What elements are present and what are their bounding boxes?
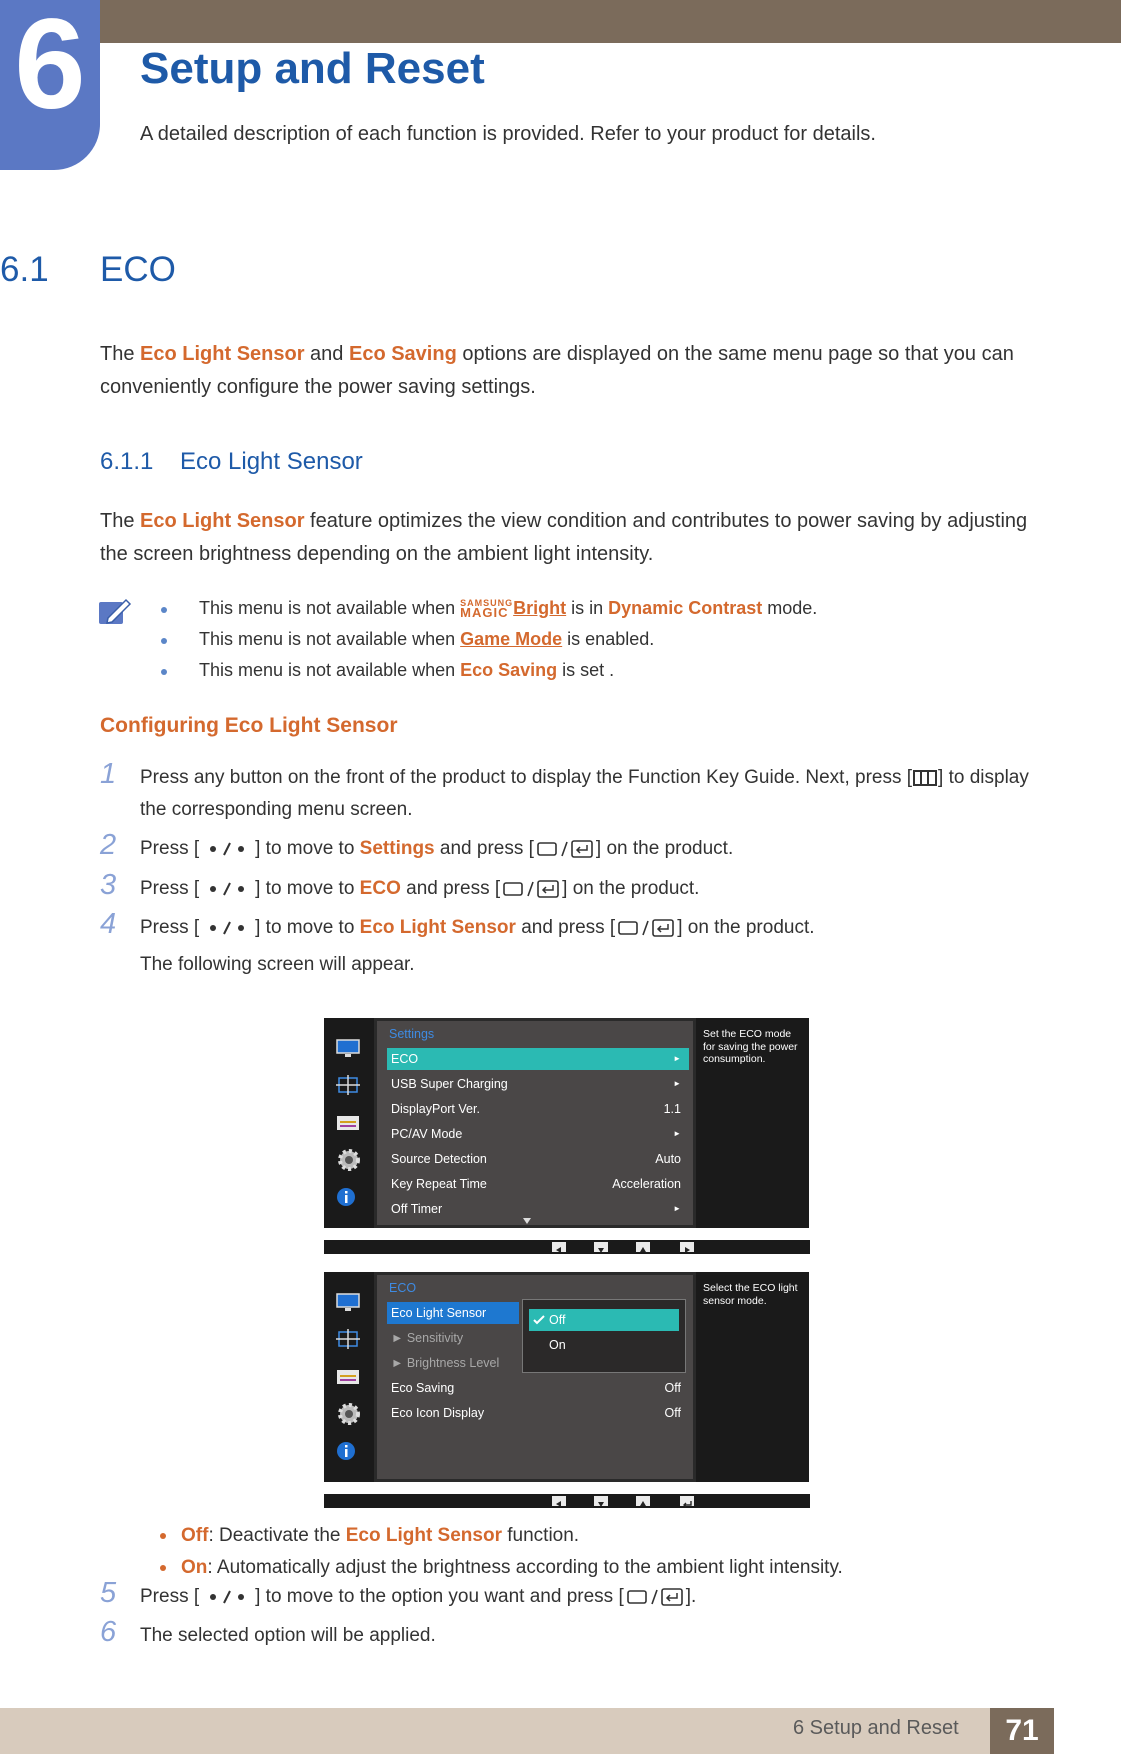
footer-chapter-label: 6 Setup and Reset [793, 1717, 959, 1739]
intro-text: options are displayed on the same menu page so that you can conveniently configure the power saving settings. [100, 343, 1014, 398]
item-value: ► [673, 1129, 681, 1138]
term-eco-light-sensor: Eco Light Sensor [359, 917, 516, 938]
monitor-icon [335, 1038, 361, 1058]
step-text: ]. [685, 1586, 697, 1607]
up-down-key-icon [199, 918, 255, 938]
resize-arrows-icon [335, 1328, 361, 1350]
item-value: 1.1 [663, 1102, 681, 1116]
step-text: and press [ [400, 878, 501, 899]
nav-right-button[interactable] [680, 1242, 694, 1252]
osd-help-panel: Select the ECO light sensor mode. [696, 1272, 809, 1482]
step-text: ] to display the corresponding menu screen. [140, 767, 1029, 820]
gear-icon [335, 1146, 363, 1174]
item-label: Key Repeat Time [391, 1177, 487, 1191]
step-text: ] on the product. [562, 878, 700, 899]
step-text: ] to move to the option you want and press [ [255, 1586, 624, 1607]
following-text: The following screen will appear. [140, 954, 415, 975]
step-number: 3 [100, 869, 117, 901]
info-icon [335, 1186, 357, 1208]
section-number: 6.1 [0, 250, 49, 289]
magic-logo-top: SAMSUNG [460, 598, 514, 608]
monitor-icon [335, 1292, 361, 1312]
item-value: Off [664, 1406, 681, 1420]
step-number: 6 [100, 1616, 117, 1648]
note-text: This menu is not available when [199, 629, 461, 649]
note-text: is enabled. [562, 629, 655, 649]
option-label: On [549, 1338, 566, 1352]
item-value: Acceleration [612, 1177, 681, 1191]
nav-up-button[interactable] [636, 1242, 650, 1252]
osd-menu-panel [374, 1018, 696, 1228]
page-number: 71 [990, 1708, 1054, 1754]
term-on: On [181, 1557, 208, 1578]
right-arrow-icon [680, 1245, 694, 1255]
item-label: Off Timer [391, 1202, 443, 1216]
step-2 [100, 829, 1060, 865]
item-label: Source Detection [391, 1152, 487, 1166]
term-off: Off [181, 1525, 209, 1546]
return-icon [680, 1499, 694, 1509]
step-3 [100, 869, 1060, 905]
item-label: USB Super Charging [391, 1077, 508, 1091]
step-number: 4 [100, 908, 117, 940]
nav-left-button[interactable] [552, 1496, 566, 1506]
item-value: ► [673, 1204, 681, 1213]
up-down-key-icon [199, 839, 255, 859]
osd-eco-screen [324, 1272, 810, 1508]
osd-menu-item-eco-icon-display[interactable] [387, 1402, 689, 1424]
term-eco-light-sensor: Eco Light Sensor [140, 510, 305, 532]
term-settings: Settings [359, 838, 435, 859]
step-text: ] to move to [255, 878, 360, 899]
section-title: ECO [100, 250, 176, 289]
osd-menu-item-eco-saving[interactable] [387, 1377, 689, 1399]
osd-menu-item[interactable] [387, 1123, 689, 1145]
option-desc-text: : Deactivate the [208, 1525, 346, 1546]
section-heading [0, 250, 176, 290]
step-text: and press [ [434, 838, 534, 859]
info-icon [335, 1440, 357, 1462]
step-text: ] to move to [255, 838, 360, 859]
term-eco-light-sensor: Eco Light Sensor [345, 1525, 502, 1546]
chapter-description: A detailed description of each function is provided. Refer to your product for details. [140, 123, 876, 145]
option-on[interactable] [529, 1334, 679, 1356]
up-arrow-icon [636, 1499, 650, 1509]
term-eco-saving: Eco Saving [460, 660, 558, 680]
step-number: 1 [100, 758, 117, 790]
menu-key-icon [912, 768, 938, 788]
down-arrow-icon [594, 1499, 608, 1509]
step-text: ] on the product. [677, 917, 815, 938]
subsection-number: 6.1.1 [100, 448, 154, 475]
osd-menu-item[interactable] [387, 1098, 689, 1120]
note-text: is in [566, 598, 609, 618]
note-item [158, 655, 817, 686]
magic-logo-bottom: MAGIC [460, 605, 509, 620]
osd-menu-item[interactable] [387, 1073, 689, 1095]
option-desc-off [160, 1520, 579, 1551]
osd-menu-item-eco[interactable] [387, 1048, 689, 1070]
enter-key-icon [624, 1586, 686, 1608]
picture-icon [335, 1368, 361, 1386]
note-text: This menu is not available when [199, 660, 461, 680]
osd-menu-item-eco-light-sensor[interactable] [387, 1302, 519, 1324]
check-icon [533, 1315, 545, 1325]
step-text: The selected option will be applied. [140, 1625, 436, 1646]
step-text: Press [ [140, 917, 200, 938]
note-text: mode. [762, 598, 818, 618]
up-down-key-icon [199, 1587, 255, 1607]
link-bright[interactable]: Bright [513, 598, 567, 618]
note-text: This menu is not available when [199, 598, 461, 618]
subsection-title: Eco Light Sensor [180, 448, 363, 475]
item-value: Auto [655, 1152, 681, 1166]
nav-up-button[interactable] [636, 1496, 650, 1506]
step-text: Press any button on the front of the product to display the Function Key Guide. Next, press [ [140, 767, 913, 788]
enter-key-icon [615, 917, 677, 939]
note-pencil-icon [98, 596, 132, 626]
enter-key-icon [534, 838, 596, 860]
picture-icon [335, 1114, 361, 1132]
subsection-description [100, 505, 1040, 571]
osd-nav-bar [324, 1240, 810, 1254]
step-text: Press [ [140, 1586, 200, 1607]
down-arrow-icon [594, 1245, 608, 1255]
notes-list [158, 593, 817, 686]
term-dynamic-contrast: Dynamic Contrast [608, 598, 763, 618]
option-desc-text: : Automatically adjust the brightness according to the ambient light intensity. [207, 1557, 843, 1578]
osd-menu-title: Settings [389, 1027, 435, 1041]
section-intro [100, 338, 1040, 404]
item-label: ECO [391, 1052, 419, 1066]
item-label: PC/AV Mode [391, 1127, 463, 1141]
item-label: Eco Light Sensor [391, 1306, 487, 1320]
up-arrow-icon [636, 1245, 650, 1255]
osd-menu-panel [374, 1272, 696, 1482]
note-item [158, 624, 817, 655]
option-desc-text: function. [501, 1525, 580, 1546]
osd-settings-screen [324, 1018, 810, 1254]
item-value: ► [673, 1079, 681, 1088]
item-label: DisplayPort Ver. [391, 1102, 480, 1116]
osd-menu-item[interactable] [387, 1198, 689, 1220]
chapter-number-badge: 6 [0, 0, 100, 170]
nav-down-button[interactable] [594, 1242, 608, 1252]
left-arrow-icon [552, 1245, 566, 1255]
configuring-heading: Configuring Eco Light Sensor [100, 714, 398, 737]
step-text: and press [ [515, 917, 616, 938]
intro-text: and [304, 343, 349, 365]
item-value: Off [664, 1381, 681, 1395]
up-down-key-icon [199, 879, 255, 899]
nav-return-button[interactable] [680, 1496, 694, 1506]
term-eco-light-sensor: Eco Light Sensor [140, 343, 305, 365]
scroll-down-icon[interactable] [522, 1217, 532, 1225]
option-label: Off [549, 1313, 566, 1327]
desc-text: feature optimizes the view condition and contributes to power saving by adjusting the screen brightness depending on the ambient light intensity. [100, 510, 1028, 565]
term-eco-saving: Eco Saving [348, 343, 457, 365]
step-text: Press [ [140, 838, 200, 859]
subsection-heading [100, 448, 363, 476]
option-off[interactable] [529, 1309, 679, 1331]
intro-text: The [100, 343, 141, 365]
note-item [158, 593, 817, 624]
chapter-title: Setup and Reset [140, 44, 485, 93]
gear-icon [335, 1400, 363, 1428]
step-1 [100, 758, 1060, 826]
osd-menu-item[interactable] [387, 1148, 689, 1170]
osd-nav-bar [324, 1494, 810, 1508]
item-label: ► Brightness Level [391, 1356, 500, 1370]
samsung-magic-logo [460, 598, 513, 618]
step-text: Press [ [140, 878, 200, 899]
osd-menu-title: ECO [389, 1281, 417, 1295]
link-game-mode[interactable]: Game Mode [460, 629, 563, 649]
term-eco: ECO [359, 878, 401, 899]
note-text: is set . [557, 660, 615, 680]
option-desc-on [160, 1552, 843, 1583]
osd-icon-column [324, 1018, 374, 1228]
osd-option-popup [522, 1299, 686, 1373]
nav-down-button[interactable] [594, 1496, 608, 1506]
osd-help-panel: Set the ECO mode for saving the power consumption. [696, 1018, 809, 1228]
step-number: 5 [100, 1577, 117, 1609]
enter-key-icon [500, 878, 562, 900]
item-label: Eco Saving [391, 1381, 455, 1395]
step-4 [100, 908, 1060, 944]
osd-menu-item[interactable] [387, 1173, 689, 1195]
step-number: 2 [100, 829, 117, 861]
step-5 [100, 1577, 1060, 1613]
item-value: ► [673, 1054, 681, 1063]
desc-text: The [100, 510, 141, 532]
item-label: ► Sensitivity [391, 1331, 464, 1345]
resize-arrows-icon [335, 1074, 361, 1096]
item-label: Eco Icon Display [391, 1406, 485, 1420]
header-bar [0, 0, 1121, 43]
step-6 [100, 1616, 1060, 1652]
step-text: ] to move to [255, 917, 360, 938]
osd-icon-column [324, 1272, 374, 1482]
step-text: ] on the product. [595, 838, 734, 859]
nav-left-button[interactable] [552, 1242, 566, 1252]
left-arrow-icon [552, 1499, 566, 1509]
